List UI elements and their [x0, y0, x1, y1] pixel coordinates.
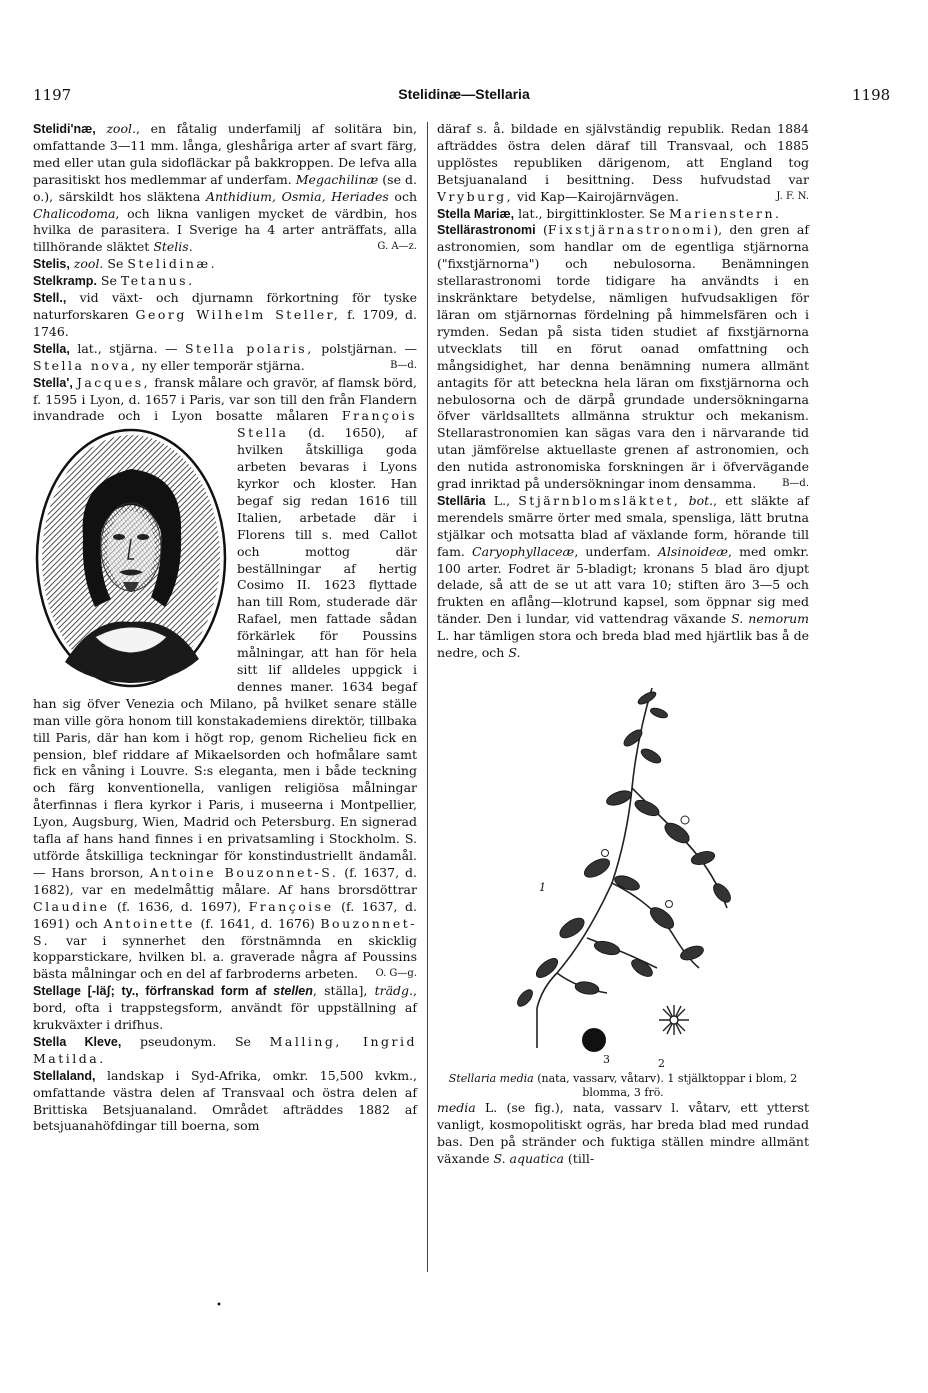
entry-text: trädg. — [374, 983, 414, 999]
entry-stella-kleve — [33, 1034, 417, 1068]
author-signature: J. F. N. — [776, 190, 809, 202]
entry-stelidinae — [33, 121, 417, 256]
author-signature: O. G—g. — [375, 968, 417, 980]
page-header — [0, 86, 928, 110]
person-name: François Stella — [237, 408, 417, 441]
headword: Stelkramp. — [33, 274, 97, 289]
entry-text: vid växt- och djurnamn förkortning för tyske naturforskaren — [33, 290, 417, 322]
headword: Stella', — [33, 375, 73, 390]
entry-stella-jacques — [33, 375, 417, 984]
entry-stellaria — [437, 493, 809, 662]
headword: Stelidi'næ, — [33, 122, 96, 136]
entry-stelkramp — [33, 273, 417, 290]
entry-text: landskap i Syd-Afrika, omkr. 15,500 kvkm., omfattande västra delen af Transvaal och östra delen af Brittiska Betsjuanaland. Området afträddes 1882 af betsjuanahöfdingar till boerna, som — [33, 1067, 417, 1134]
seed-figure — [582, 1028, 606, 1052]
portrait-engraving — [33, 427, 229, 689]
entry-text: (f. 1637, d. 1682), var en medelmåttig målare. Af hans brorsdöttrar — [33, 864, 417, 897]
cross-reference: Marienstern. — [668, 205, 782, 221]
term: Stella nova, — [33, 357, 138, 373]
entry-text: Chalicodoma — [33, 205, 116, 221]
entry-text: Alsinoideæ — [657, 543, 729, 559]
entry-text: , en fåtalig underfamilj af solitära bin, omfattande 3—11 mm. långa, gleshåriga arter af svart färg, med eller utan gula sidofläckar på bakkroppen. De lefva alla parasitiskt hos medlemmar af underfam. — [33, 121, 417, 187]
entry-text: media — [437, 1100, 476, 1115]
person-name: Françoise — [248, 898, 334, 914]
stellaria-media-drawing — [437, 668, 809, 1068]
person-name: Antoinette — [103, 915, 195, 931]
column-divider — [427, 122, 428, 1272]
term: Stella polaris, — [184, 340, 314, 356]
entry-text: S. — [508, 645, 521, 661]
entry-text: zool. — [95, 121, 136, 136]
person-name: Claudine — [33, 898, 110, 914]
entry-text: (se d. o.), särskildt hos släktena — [33, 171, 417, 204]
entry-text: , underfam. — [574, 543, 658, 559]
entry-text: och — [388, 188, 417, 204]
entry-text: , med omkr. 100 arter. Fodret är 5-bladigt; kronans 5 blad äro djupt delade, så att de se ut att vara 10; stiften äro 3—5 och frukten en aflång—klotrund kapsel, som öppnar sig med tänder. Den i lundar, vid vattendrag växande — [437, 543, 809, 627]
entry-text: stellen — [273, 984, 313, 999]
headword: Stellāria — [437, 493, 486, 508]
place-name: Vryburg, — [437, 188, 514, 204]
figure-label-2: 2 — [658, 1057, 665, 1070]
entry-text: däraf s. å. bildade en självständig republik. Redan 1884 afträddes östra delen däraf till Transvaal, och 1885 upplöstes republiken därigenom, att England tog Betsjuanaland i besittning. Dess hufvudstad var — [437, 121, 809, 187]
entry-stellaland-continued — [437, 121, 809, 206]
entry-text: Se — [103, 256, 128, 272]
entry-stellaland — [33, 1068, 417, 1136]
entry-text: L. (se fig.), nata, vassarv l. våtarv, ett ytterst vanligt, kosmopolitiskt ogräs, har breda blad med rundad bas. Den på stränder och fuktiga ställen mindre allmänt växande — [437, 1100, 809, 1166]
author-signature: B—d. — [782, 478, 809, 490]
entry-text: lat., birgittinkloster. Se — [514, 205, 669, 221]
left-column — [33, 121, 417, 1135]
headword: Stellage — [33, 984, 81, 999]
term: Stjärnblomsläktet, — [518, 492, 681, 508]
entry-text: var i synnerhet den förstnämnda en skicklig kopparstickare, hvilken bl. a. graverade några af Poussins bästa målningar och en del af farbroderns arbeten. — [33, 932, 417, 982]
person-name: Georg Wilhelm Steller, — [135, 306, 341, 322]
person-name: Bouzonnet-S. — [33, 915, 417, 948]
entry-text: (f. 1636, d. 1697), — [109, 898, 249, 914]
entry-text: ( — [535, 222, 548, 238]
page-number-left: 1197 — [33, 86, 72, 104]
headword: Stelis, — [33, 257, 70, 272]
entry-stella — [33, 341, 417, 375]
page-number-right: 1198 — [852, 86, 891, 104]
headword: Stella, — [33, 341, 70, 356]
term: Fixstjärnastronomi — [547, 222, 714, 238]
entry-text: L. har tämligen stora och breda blad med hjärtlik bas å de nedre, och — [437, 628, 809, 661]
entry-text: , ställa], — [312, 983, 375, 999]
entry-text: (till- — [563, 1150, 595, 1166]
entry-text: fransk målare och gravör, af flamsk börd, f. 1595 i Lyon, d. 1657 i Paris, var son till den från Flandern invandrade och i Lyon bosatte målaren — [33, 374, 417, 424]
entry-text: f. 1709, d. 1746. — [33, 306, 417, 339]
entry-text: [-läʃ; ty., förfranskad form af — [80, 984, 274, 999]
entry-stellaria-continued — [437, 1100, 809, 1168]
figure-label-1: 1 — [539, 881, 546, 894]
headword: Stellärastronomi — [437, 223, 536, 238]
entry-text: (f. 1641, d. 1676) — [194, 915, 321, 931]
author-signature: B—d. — [390, 359, 417, 371]
entry-text: S. nemorum — [731, 611, 809, 627]
figure-caption — [437, 1072, 809, 1100]
cross-reference: Tetanus. — [120, 273, 195, 289]
entry-stella-mariae — [437, 206, 809, 223]
author-signature: G. A—z. — [377, 241, 417, 253]
footer-mark: • — [216, 1300, 222, 1311]
cross-reference: Stelidinæ. — [127, 256, 218, 272]
entry-text: ny eller temporär stjärna. — [137, 357, 305, 373]
running-title: Stelidinæ—Stellaria — [398, 86, 530, 102]
entry-stellarastronomi — [437, 222, 809, 493]
entry-text: pseudonym. Se — [121, 1033, 270, 1049]
entry-text: bot. — [680, 492, 714, 508]
entry-stellage — [33, 983, 417, 1034]
entry-stelis — [33, 256, 417, 273]
entry-text: (f. 1637, d. 1691) och — [33, 898, 417, 931]
entry-text: vid Kap—Kairojärnvägen. — [513, 188, 679, 204]
entry-text: Megachilinæ — [295, 171, 379, 187]
entry-text: L., — [485, 492, 519, 508]
right-column — [437, 121, 809, 1168]
entry-text: zool. — [69, 256, 104, 272]
person-name: Jacques, — [76, 374, 151, 390]
entry-text: , bord, ofta i trappstegsform, användt för uppställning af krukväxter i drifhus. — [33, 983, 417, 1033]
headword: Stellaland, — [33, 1068, 96, 1083]
plant-illustration — [437, 668, 809, 1068]
entry-text: Se — [96, 273, 121, 289]
headword: Stella Mariæ, — [437, 206, 515, 221]
caption-text: (nata, vassarv, våtarv). 1 stjälktoppar i blom, 2 blomma, 3 frö. — [533, 1072, 798, 1099]
headword: Stell., — [33, 291, 67, 306]
entry-text: Anthidium, Osmia, Heriades — [205, 188, 389, 204]
figure-label-3: 3 — [603, 1053, 610, 1066]
flower-figure — [659, 1005, 689, 1035]
headword: Stella Kleve, — [33, 1034, 122, 1049]
entry-text: , och likna vanligen mycket de värdbin, hos hvilka de parasitera. I Sverige ha 4 arter anträffats, alla tillhörande släktet — [33, 205, 417, 255]
cross-reference: Malling, Ingrid Matilda. — [33, 1033, 417, 1066]
entry-text: lat., stjärna. — — [69, 340, 185, 356]
entry-text: , ett släkte af merendels smärre örter med smala, spensliga, lätt brutna stjälkar och motsatta blad af växlande form, hörande till fam. — [437, 492, 809, 559]
entry-text: polstjärnan. — — [313, 340, 417, 356]
entry-stell — [33, 290, 417, 341]
entry-text: ), den gren af astronomien, som handlar om de egentliga stjärnorna ("fixstjärnorna") och nebulosorna. Benämningen stellarastronomi torde tidigare ha användts i en inskränktare betydelse, nämligen hufvudsakligen för läran om stjärnornas fördelning på himmelsfären och i rymden. Sedan på sista tiden studiet af fixstjärnorna utvecklats till en förut oanad omfattning och mångsidighet, har denna benämning numera allmänt antagits för att beteckna hela läran om fixstjärnorna och nebulosorna och de därpå grundade undersökningarna öfver världsalltets allmänna struktur och mekanism. Stellarastronomien kan sägas vara den i närvarande tid utan jämförelse aktuellaste grenen af astronomien, och den nutida astronomiska forskningen är i öfvervägande grad inriktad på undersökningar inom densamma. — [437, 222, 809, 492]
person-name: Antoine Bouzonnet-S. — [149, 864, 339, 880]
entry-text: (d. 1650), af hvilken åtskilliga goda arbeten bevaras i Lyons kyrkor och kloster. Han begaf sig redan 1616 till Italien, arbetade där i Florens till s. med Callot och mottog där beställningar af hertig Cosimo II. 1623 flyttade han till Rom, studerade där Rafael, men fattade sådan förkärlek för Poussins målningar, att han för hela sitt lif alldeles uppgick i dennes maner. 1634 begaf han sig öfver Venezia och Milano, på hvilket senare ställe man ville göra honom till konstakademiens direktör, tillbaka till Paris, där han kom i högt rop, genom Richelieu fick en pension, blef riddare af Mikaelsorden och hofmålare samt fick en våning i Louvre. S:s eleganta, men i både teckning och färg konventionella, vanligen religiösa målningar återfinnas i flera kyrkor i Paris, i museerna i Montpellier, Lyon, Augsburg, Wien, Madrid och Petersburg. En signerad tafla af hans hand finnes i en privatsamling i Stockholm. S. utförde åtskilliga teckningar för konstindustriellt ändamål. — Hans brorson, — [33, 425, 417, 880]
entry-text: Caryophyllaceæ — [472, 543, 575, 559]
entry-text: Stelis. — [153, 239, 193, 255]
caption-species: Stellaria media — [448, 1072, 534, 1085]
entry-text: S. aquatica — [493, 1150, 564, 1166]
